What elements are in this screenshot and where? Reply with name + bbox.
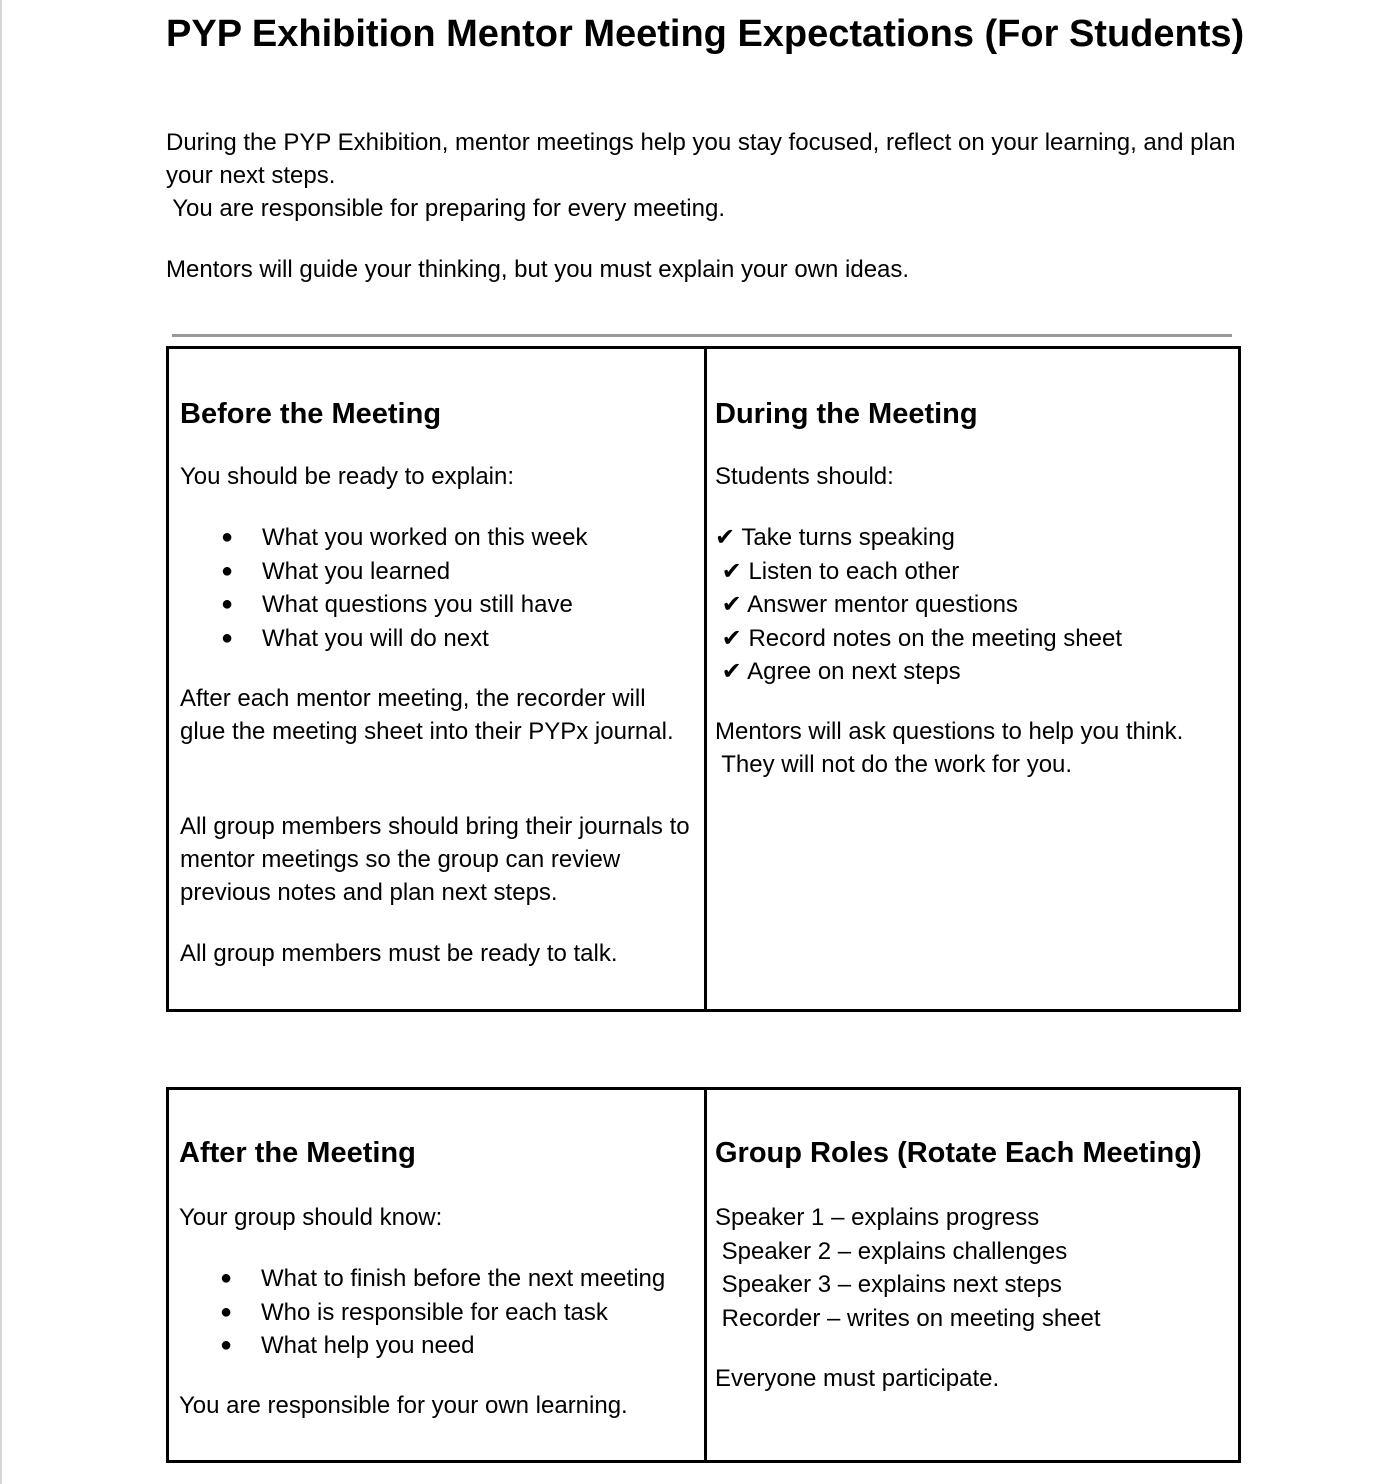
after-heading: After the Meeting [179,1137,416,1169]
bullet-icon: ● [220,1300,233,1323]
page-left-edge [0,0,2,1484]
intro-responsibility: You are responsible for preparing for every meeting. [166,195,725,222]
after-responsibility-note: You are responsible for your own learning. [179,1392,628,1419]
roles-heading: Group Roles (Rotate Each Meeting) [715,1137,1202,1169]
before-lead: You should be ready to explain: [180,463,515,490]
bullet-icon: ● [221,626,234,649]
during-mentors-note: Mentors will ask questions to help you think. [715,718,1184,745]
list-item: ● What questions you still have [180,588,700,622]
after-lead: Your group should know: [179,1204,443,1231]
cell-during-meeting [707,349,1238,1009]
intro-paragraph: During the PYP Exhibition, mentor meetings help you stay focused, reflect on your learning, and plan your next steps. [166,129,1236,189]
intro-mentors: Mentors will guide your thinking, but you must explain your own ideas. [166,256,910,283]
bullet-icon: ● [221,526,234,548]
bullet-icon: ● [221,593,234,615]
list-item: Speaker 2 – explains challenges [715,1237,1068,1265]
list-item: ✔ Record notes on the meeting sheet [715,624,1123,652]
list-item: ✔ Answer mentor questions [715,591,1018,618]
bullet-icon: ● [221,559,234,582]
document-title: PYP Exhibition Mentor Meeting Expectations (For Students) [166,13,1245,55]
during-work-note: They will not do the work for you. [715,751,1073,778]
before-ready-note: All group members must be ready to talk. [180,940,618,967]
list-item: Speaker 3 – explains next steps [715,1271,1062,1298]
during-checklist [715,521,1122,689]
list-item: ● What you learned [180,555,700,589]
list-item: ● What to finish before the next meeting [179,1262,701,1296]
before-heading: Before the Meeting [180,398,442,430]
during-lead: Students should: [715,463,894,490]
horizontal-rule [172,334,1232,337]
before-recorder-note: After each mentor meeting, the recorder will glue the meeting sheet into their PYPx journal. [180,685,674,745]
cell-after-meeting [169,1090,704,1460]
cell-group-roles [707,1090,1238,1460]
bullet-icon: ● [220,1267,233,1289]
before-journals-note: All group members should bring their journals to mentor meetings so the group can review previous notes and plan next steps. [180,813,690,906]
table-before-during [166,346,1241,1012]
bullet-icon: ● [220,1334,233,1356]
list-item: Recorder – writes on meeting sheet [715,1304,1101,1332]
list-item: ● What help you need [179,1329,701,1363]
list-item: ● What you worked on this week [180,521,700,555]
before-list [180,521,700,655]
roles-list [715,1201,1101,1335]
cell-before-meeting [169,349,704,1009]
during-heading: During the Meeting [715,398,978,430]
list-item: ✔ Agree on next steps [715,658,961,685]
list-item: ● Who is responsible for each task [179,1296,701,1330]
list-item: ✔ Listen to each other [715,557,960,585]
roles-participate-note: Everyone must participate. [715,1365,1000,1392]
list-item: Speaker 1 – explains progress [715,1204,1040,1231]
table-after-roles [166,1087,1241,1463]
list-item: ✔ Take turns speaking [715,524,955,551]
after-list [179,1262,701,1363]
list-item: ● What you will do next [180,622,700,656]
